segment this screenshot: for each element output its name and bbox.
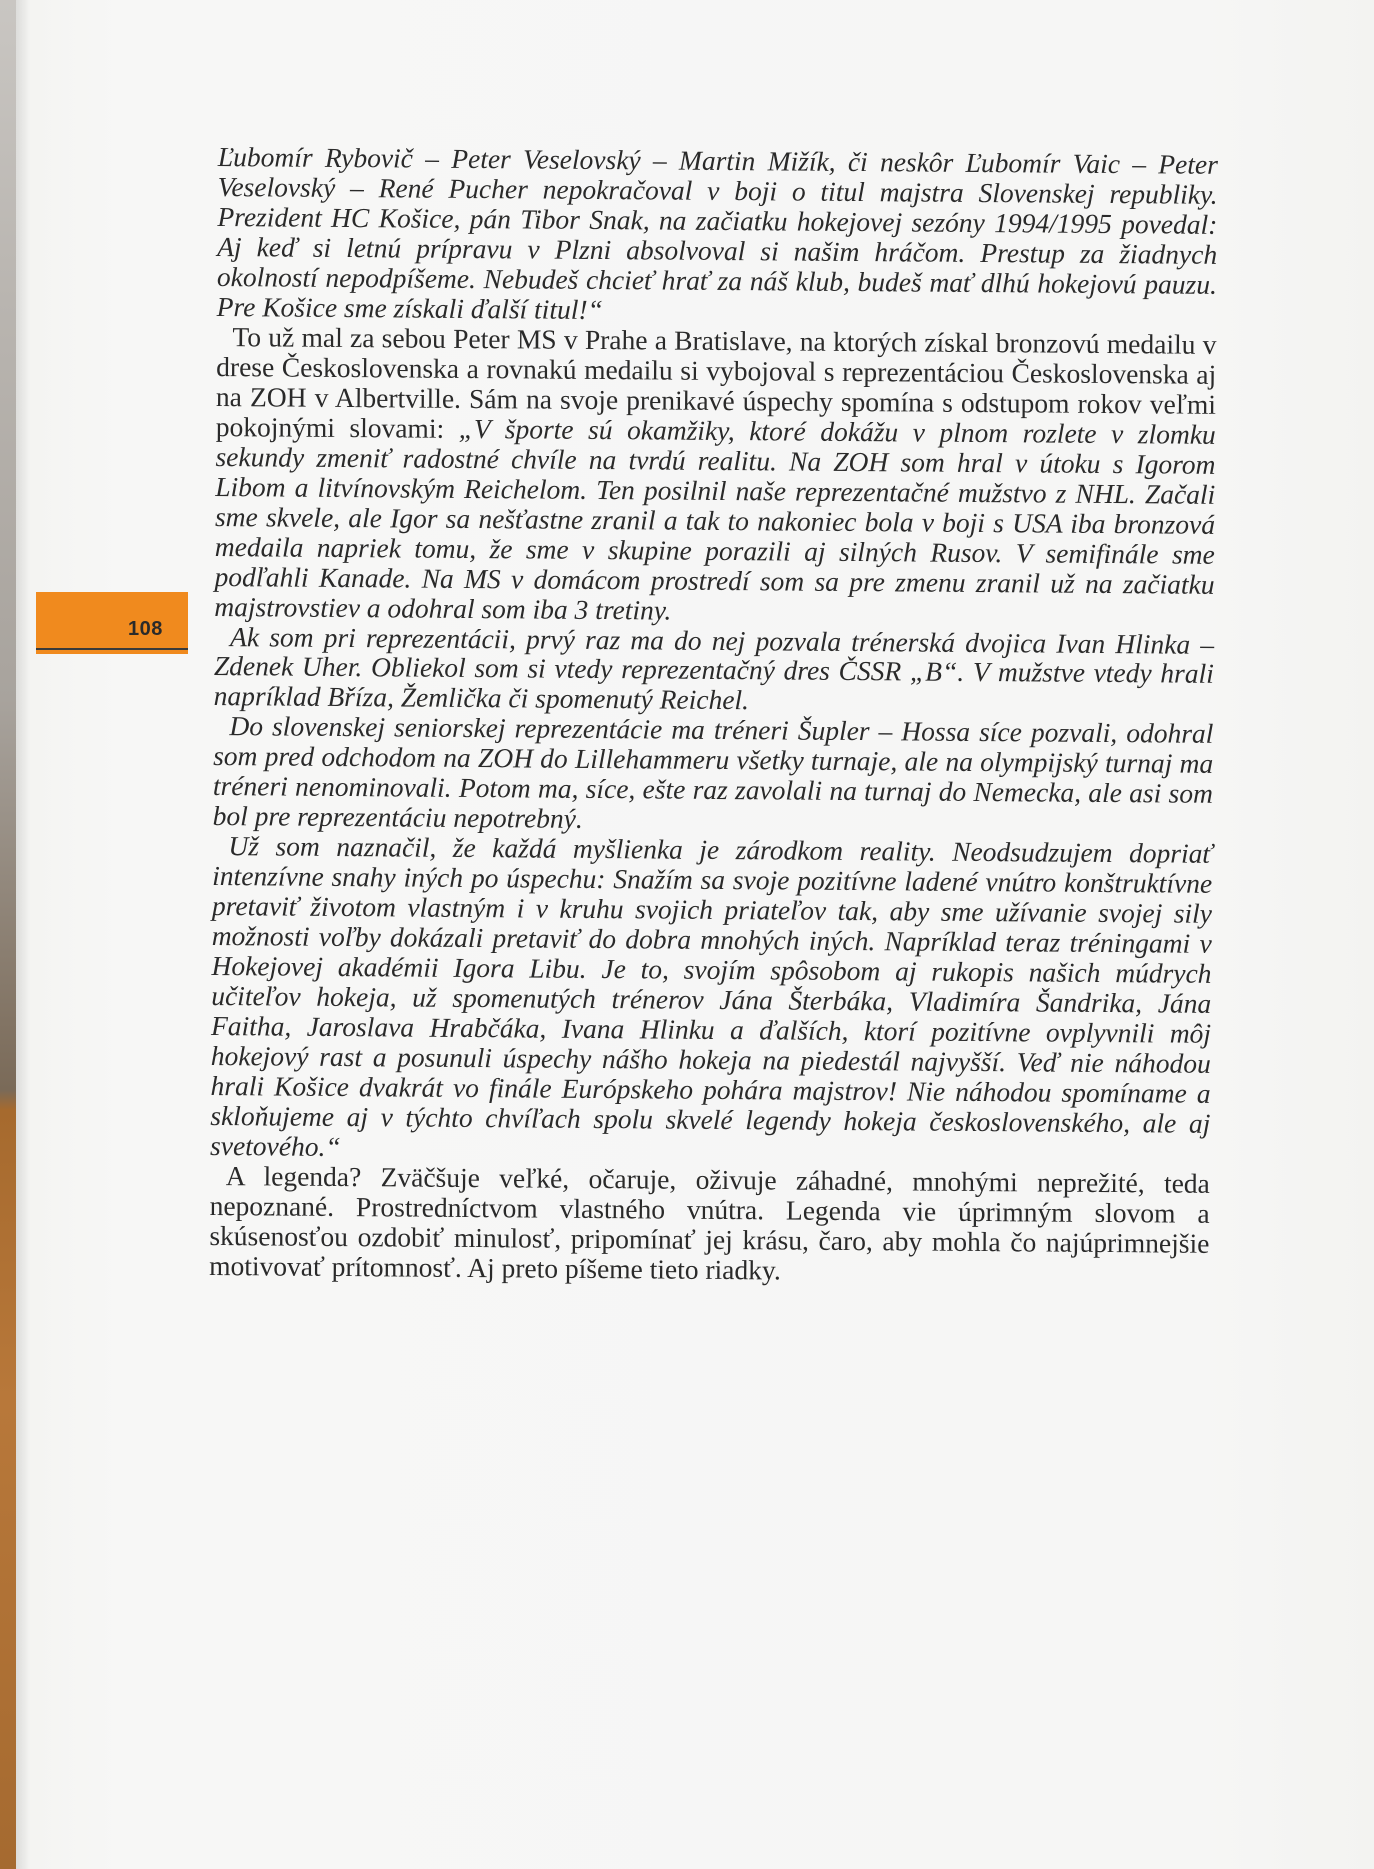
page-number: 108 [128, 618, 163, 640]
binding-shadow [16, 0, 30, 1869]
page-number-tab-underline [36, 648, 188, 650]
book-binding [0, 0, 16, 1869]
page-number-tab [36, 592, 188, 654]
paragraph-2 [214, 322, 1216, 630]
paragraph-2-quote: „V športe sú okamžiky, ktoré dokážu v plnom rozlete v zlomku sekundy zmeniť radostné chvíle na tvrdú realitu. Na ZOH som hral v útoku s Igorom Libom a litvínovským Reichelom. Ten posilnil naše reprezentačné mužstvo z NHL. Začali sme skvele, ale Igor sa nešťastne zranil a tak to nakoniec bola v boji s USA iba bronzová medaila napriek tomu, že sme v skupine porazili aj silných Rusov. V semifinále sme podľahli Kanade. Na MS v domácom prostredí som sa pre zmenu zranil už na začiatku majstrovstiev a odohral som iba 3 tretiny. [214, 412, 1216, 626]
paragraph-1: Ľubomír Rybovič – Peter Veselovský – Martin Mižík, či neskôr Ľubomír Vaic – Peter Veselovský – René Pucher nepokračoval v boji o titul majstra Slovenskej republiky. Prezident HC Košice, pán Tibor Snak, na začiatku hokejovej sezóny 1994/1995 povedal: Aj keď si letnú prípravu v Plzni absolvoval si našim hráčom. Prestup za žiadnych okolností nepodpíšeme. Nebudeš chcieť hrať za náš klub, budeš mať dlhú hokejovú pauzu. Pre Košice sme získali ďalší titul!“ [216, 141, 1218, 325]
paragraph-5: Už som naznačil, že každá myšlienka je zárodkom reality. Neodsudzujem dopriať intenzívne snahy iných po úspechu: Snažím sa svoje pozitívne ladené vnútro konštruktívne pretaviť životom vlastným i v kruhu svojich priateľov tak, aby sme užívanie svojej sily možnosti voľby dokázali pretaviť do dobra mnohých iných. Napríklad teraz tréningami v Hokejovej akadémii Igora Libu. Je to, svojím spôsobom aj rukopis našich múdrych učiteľov hokeja, už spomenutých trénerov Jána Šterbáka, Vladimíra Šandrika, Jána Faitha, Jaroslava Hrabčáka, Ivana Hlinku a ďalších, ktorí pozitívne ovplyvnili môj hokejový rast a posunuli úspechy nášho hokeja na piedestál najvyšší. Veď nie náhodou hrali Košice dvakrát vo finále Európskeho pohára majstrov! Nie náhodou spomíname a skloňujeme aj v týchto chvíľach spolu skvelé legendy hokeja československého, ale aj svetového.“ [209, 830, 1213, 1162]
body-text [209, 142, 1218, 1289]
paragraph-4: Do slovenskej seniorskej reprezentácie ma tréneri Šupler – Hossa síce pozvali, odohral som pred odchodom na ZOH do Lillehammeru všetky turnaje, ale na olympijský turnaj ma tréneri nenominovali. Potom ma, síce, ešte raz zavolali na turnaj do Nemecka, ale asi som bol pre reprezentáciu nepotrebný. [212, 710, 1214, 835]
paragraph-6: A legenda? Zväčšuje veľké, očaruje, oživuje záhadné, mnohými neprežité, teda nepoznané. Prostredníctvom vlastného vnútra. Legenda vie úprimným slovom a skúsenosťou ozdobiť minulosť, pripomínať jej krásu, čaro, aby mohla čo najúprimnejšie motivovať prítomnosť. Aj preto píšeme tieto riadky. [209, 1160, 1210, 1286]
paragraph-2-roman: To už mal za sebou Peter MS v Prahe a Bratislave, na ktorých získal bronzovú medailu v drese Československa a rovnakú medailu si vybojoval s reprezentáciou Československa aj na ZOH v Albertville. Sám na svoje prenikavé úspechy spomína s odstupom rokov veľmi pokojnými slovami: [215, 320, 1217, 444]
paragraph-3: Ak som pri reprezentácii, prvý raz ma do nej pozvala trénerská dvojica Ivan Hlinka – Zdenek Uher. Obliekol som si vtedy reprezentačný dres ČSSR „B“. V mužstve vtedy hrali napríklad Bříza, Žemlička či spomenutý Reichel. [213, 620, 1215, 716]
